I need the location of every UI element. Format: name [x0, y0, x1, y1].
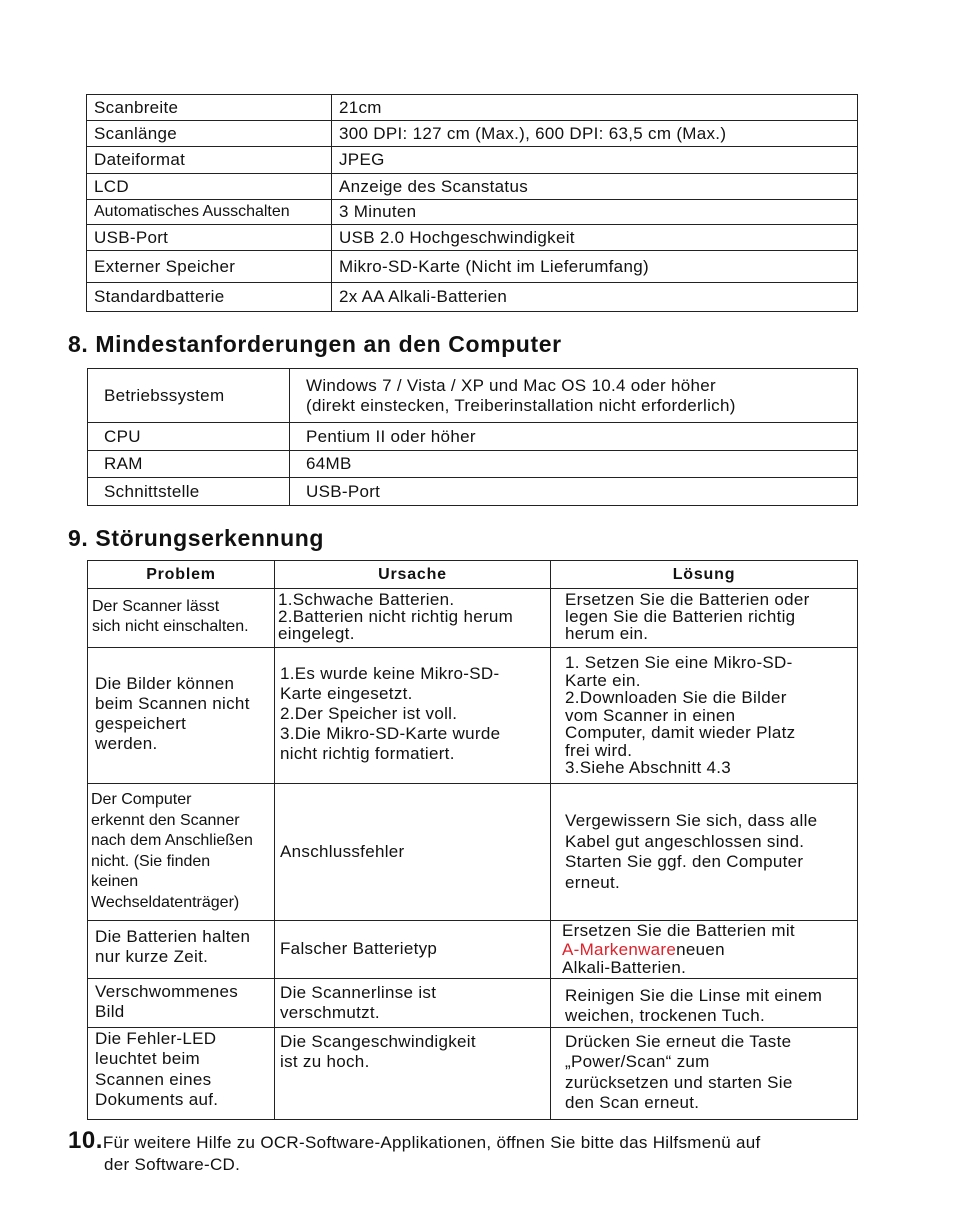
requirement-value: Pentium II oder höher: [290, 423, 858, 451]
table-row: [88, 784, 858, 921]
spec-value: 21cm: [332, 95, 858, 121]
spec-label: USB-Port: [87, 225, 332, 251]
requirement-value: Windows 7 / Vista / XP und Mac OS 10.4 oder höher (direkt einstecken, Treiberinstallation nicht erforderlich): [290, 369, 858, 423]
header-cause: Ursache: [275, 561, 551, 589]
solution-text: neuen: [676, 939, 725, 959]
spec-label: Automatisches Ausschalten: [87, 200, 332, 225]
spec-row: [87, 225, 858, 251]
requirement-value: 64MB: [290, 451, 858, 478]
problem-cell: Die Fehler-LED leuchtet beim Scannen eines Dokuments auf.: [88, 1027, 275, 1119]
spec-value: JPEG: [332, 147, 858, 174]
table-row: [88, 978, 858, 1027]
spec-label: Standardbatterie: [87, 283, 332, 312]
table-row: [88, 921, 858, 979]
spec-table: [86, 94, 858, 312]
spec-label: Scanbreite: [87, 95, 332, 121]
problem-cell: Verschwommenes Bild: [88, 978, 275, 1027]
spec-label: Scanlänge: [87, 121, 332, 147]
section-8-title: 8. Mindestanforderungen an den Computer: [68, 331, 562, 357]
cause-cell: Falscher Batterietyp: [275, 921, 551, 979]
spec-row: [87, 95, 858, 121]
help-note-text: Für weitere Hilfe zu OCR-Software-Applikationen, öffnen Sie bitte das Hilfsmenü auf: [102, 1133, 761, 1152]
problem-cell: Die Batterien halten nur kurze Zeit.: [88, 921, 275, 979]
solution-cell: [551, 921, 858, 979]
requirements-row: [88, 369, 858, 423]
problem-cell: Die Bilder können beim Scannen nicht gespeichert werden.: [88, 648, 275, 784]
requirements-row: [88, 478, 858, 506]
requirements-row: [88, 423, 858, 451]
problem-cell: Der Scanner lässt sich nicht einschalten.: [88, 589, 275, 648]
troubleshooting-header-row: [88, 561, 858, 589]
spec-row: [87, 174, 858, 200]
help-note-text-continued: der Software-CD.: [104, 1155, 241, 1174]
table-row: [88, 648, 858, 784]
spec-value: 3 Minuten: [332, 200, 858, 225]
spec-row: [87, 283, 858, 312]
cause-cell: Anschlussfehler: [275, 784, 551, 921]
troubleshooting-table: [87, 560, 858, 1120]
cause-cell: Die Scangeschwindigkeit ist zu hoch.: [275, 1027, 551, 1119]
spec-value: 2x AA Alkali-Batterien: [332, 283, 858, 312]
spec-label: Externer Speicher: [87, 251, 332, 283]
spec-row: [87, 251, 858, 283]
requirement-label: Betriebssystem: [88, 369, 290, 423]
table-row: [88, 589, 858, 648]
spec-value: Anzeige des Scanstatus: [332, 174, 858, 200]
requirement-label: Schnittstelle: [88, 478, 290, 506]
solution-cell: Vergewissern Sie sich, dass alle Kabel gut angeschlossen sind. Starten Sie ggf. den Computer erneut.: [551, 784, 858, 921]
solution-text: Alkali-Batterien.: [562, 958, 687, 977]
spec-label: Dateiformat: [87, 147, 332, 174]
section-9-title: 9. Störungserkennung: [68, 525, 325, 551]
header-solution: Lösung: [551, 561, 858, 589]
problem-cell: Der Computer erkennt den Scanner nach dem Anschließen nicht. (Sie finden keinen Wechseldatenträger): [88, 784, 275, 921]
section-10-number: 10.: [68, 1127, 103, 1154]
solution-cell: Reinigen Sie die Linse mit einem weichen, trockenen Tuch.: [551, 978, 858, 1027]
spec-value: Mikro-SD-Karte (Nicht im Lieferumfang): [332, 251, 858, 283]
solution-text: Ersetzen Sie die Batterien mit: [562, 921, 795, 940]
requirements-table: [87, 368, 858, 506]
help-note: [68, 1127, 898, 1176]
spec-row: [87, 200, 858, 225]
spec-value: 300 DPI: 127 cm (Max.), 600 DPI: 63,5 cm (Max.): [332, 121, 858, 147]
spec-value: USB 2.0 Hochgeschwindigkeit: [332, 225, 858, 251]
requirement-label: RAM: [88, 451, 290, 478]
spec-row: [87, 121, 858, 147]
highlighted-brand-text: A-Markenware: [562, 939, 677, 959]
requirements-row: [88, 451, 858, 478]
requirement-value: USB-Port: [290, 478, 858, 506]
header-problem: Problem: [88, 561, 275, 589]
solution-cell: 1. Setzen Sie eine Mikro-SD- Karte ein. 2.Downloaden Sie die Bilder vom Scanner in einen Computer, damit wieder Platz frei wird. 3.Siehe Abschnitt 4.3: [551, 648, 858, 784]
cause-cell: 1.Schwache Batterien. 2.Batterien nicht richtig herum eingelegt.: [275, 589, 551, 648]
cause-cell: Die Scannerlinse ist verschmutzt.: [275, 978, 551, 1027]
solution-cell: Drücken Sie erneut die Taste „Power/Scan“ zum zurücksetzen und starten Sie den Scan erneut.: [551, 1027, 858, 1119]
cause-cell: 1.Es wurde keine Mikro-SD- Karte eingesetzt. 2.Der Speicher ist voll. 3.Die Mikro-SD-Karte wurde nicht richtig formatiert.: [275, 648, 551, 784]
solution-cell: Ersetzen Sie die Batterien oder legen Sie die Batterien richtig herum ein.: [551, 589, 858, 648]
spec-label: LCD: [87, 174, 332, 200]
table-row: [88, 1027, 858, 1119]
spec-row: [87, 147, 858, 174]
requirement-label: CPU: [88, 423, 290, 451]
